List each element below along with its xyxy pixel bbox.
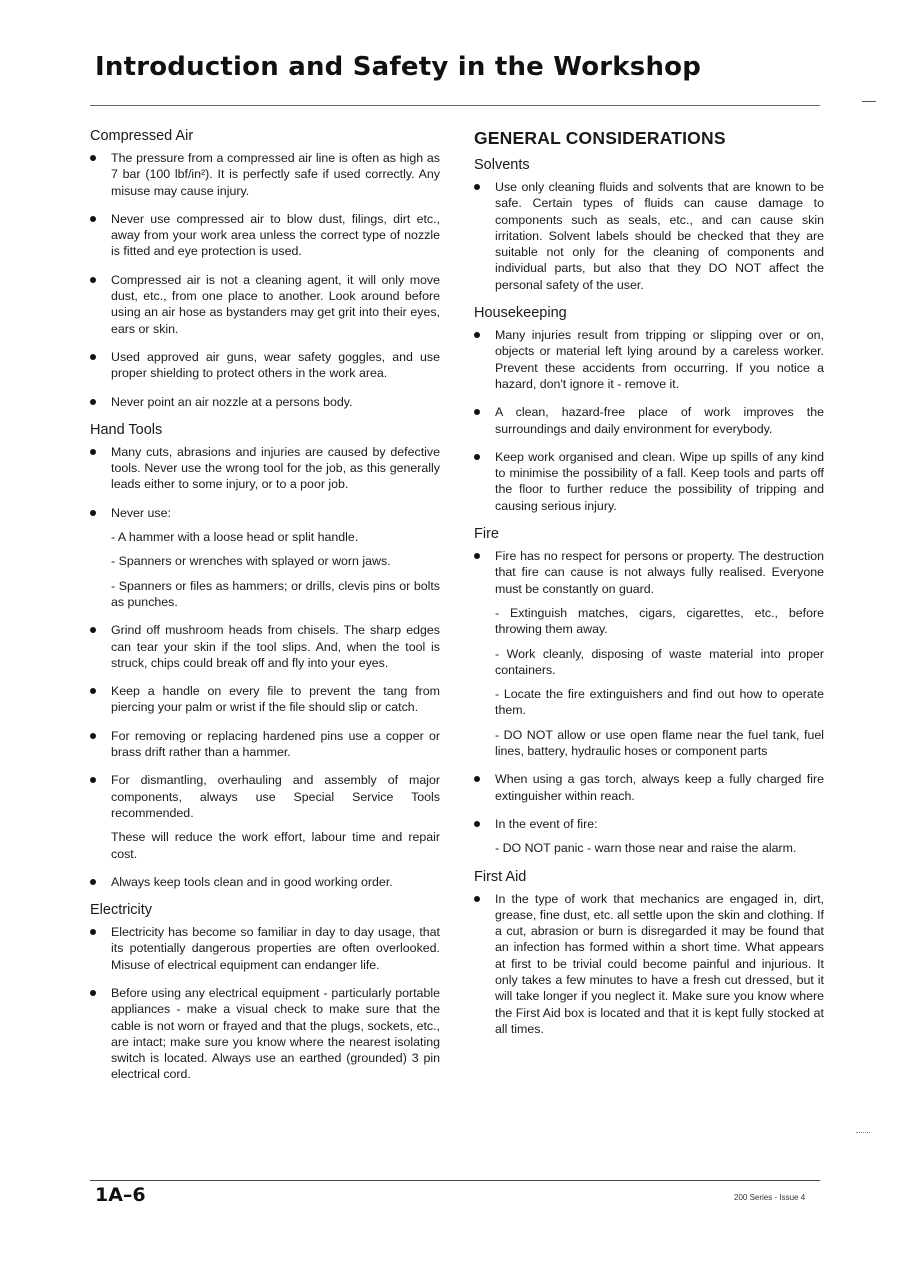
list-item bbox=[474, 548, 824, 759]
list-item bbox=[90, 444, 440, 493]
list-item-text: Keep a handle on every file to prevent the tang from piercing your palm or wrist if the file should slip or catch. bbox=[111, 684, 440, 715]
section-heading: Compressed Air bbox=[90, 128, 194, 144]
list-item bbox=[474, 179, 824, 293]
bullet-icon bbox=[474, 776, 480, 782]
sub-item: - Extinguish matches, cigars, cigarettes, etc., before throwing them away. bbox=[495, 605, 824, 637]
bullet-icon bbox=[90, 510, 96, 516]
list-item-text: In the event of fire: bbox=[495, 816, 598, 831]
list-item bbox=[474, 816, 824, 857]
list-item bbox=[474, 891, 824, 1038]
bullet-list bbox=[90, 444, 440, 890]
bullet-icon bbox=[90, 627, 96, 633]
list-item-text: In the type of work that mechanics are engaged in, dirt, grease, fine dust, etc. all settle upon the skin and clothing. If a cut, abrasion or burn is disregarded it may be found that an infection has formed within a short time. What appears at first to be trivial could become painful and injurious. It only takes a few minutes to have a fresh cut dressed, but it will take longer if you neglect it. Make sure you know where the First Aid box is located and that it is kept fully stocked at all times. bbox=[495, 891, 824, 1036]
list-item-text: Grind off mushroom heads from chisels. The sharp edges can tear your skin if the tool slips. And, when the tool is struck, chips could break off and fly into your eyes. bbox=[111, 623, 440, 670]
bullet-icon bbox=[474, 821, 480, 827]
bullet-icon bbox=[474, 409, 480, 415]
list-item bbox=[90, 683, 440, 716]
bullet-icon bbox=[474, 896, 480, 902]
list-item bbox=[90, 772, 440, 861]
list-item-text: Use only cleaning fluids and solvents that are known to be safe. Certain types of fluids can cause damage to components such as seals, etc., and can cause skin irritation. Solvent labels should be checked that they are suitable not only for the cleaning of components and individual parts, but also that they DO NOT affect the personal safety of the user. bbox=[495, 180, 824, 292]
list-item bbox=[90, 505, 440, 610]
sub-list bbox=[495, 605, 824, 759]
bullet-icon bbox=[90, 449, 96, 455]
section-heading: First Aid bbox=[474, 868, 527, 885]
sub-list bbox=[495, 840, 824, 856]
section-heading: Hand Tools bbox=[90, 421, 163, 438]
list-item bbox=[90, 394, 440, 410]
list-item-text: Never use: bbox=[111, 505, 171, 520]
list-item bbox=[90, 874, 440, 890]
list-item bbox=[90, 728, 440, 761]
bullet-icon bbox=[90, 399, 96, 405]
list-item bbox=[474, 771, 824, 804]
page-title: Introduction and Safety in the Workshop bbox=[95, 52, 702, 82]
list-item-text: For removing or replacing hardened pins use a copper or brass drift rather than a hammer. bbox=[111, 728, 440, 760]
list-item-text: Keep work organised and clean. Wipe up spills of any kind to minimise the possibility of a fall. Keep tools and parts off the floor to further reduce the possibility of tripping and causing serious injury. bbox=[495, 449, 824, 513]
list-item bbox=[90, 349, 440, 382]
left-column bbox=[90, 128, 440, 1095]
list-item-text: Never point an air nozzle at a persons body. bbox=[111, 394, 353, 409]
header-rule bbox=[90, 105, 820, 106]
list-item-text: Many cuts, abrasions and injuries are caused by defective tools. Never use the wrong tool for the job, as this generally leads either to some injury, or to a poor job. bbox=[111, 444, 440, 492]
right-column bbox=[474, 128, 824, 1049]
bullet-icon bbox=[90, 879, 96, 885]
section-first-aid bbox=[474, 869, 824, 1038]
sub-item: - A hammer with a loose head or split handle. bbox=[111, 530, 359, 545]
bullet-icon bbox=[90, 777, 96, 783]
page-number: 1A–6 bbox=[95, 1184, 146, 1206]
sub-item: - Work cleanly, disposing of waste material into proper containers. bbox=[495, 646, 824, 677]
section-compressed-air bbox=[90, 128, 440, 410]
series-label: 200 Series - Issue 4 bbox=[734, 1193, 806, 1202]
section-heading: Solvents bbox=[474, 157, 530, 173]
sub-item: - Spanners or wrenches with splayed or worn jaws. bbox=[111, 554, 391, 569]
list-item bbox=[90, 924, 440, 973]
list-item-text: Electricity has become so familiar in day to day usage, that its potentially dangerous properties are often overlooked. Misuse of electrical equipment can endanger life. bbox=[111, 925, 440, 972]
bullet-list bbox=[90, 924, 440, 1083]
bullet-list bbox=[90, 150, 440, 410]
bullet-list bbox=[474, 327, 824, 514]
bullet-icon bbox=[90, 688, 96, 694]
list-item bbox=[474, 327, 824, 392]
sub-list bbox=[111, 529, 440, 610]
list-item bbox=[90, 622, 440, 671]
bullet-icon bbox=[90, 990, 96, 996]
list-item-text: Before using any electrical equipment - particularly portable appliances - make a visual check to make sure that the cable is not worn or frayed and that the plugs, sockets, etc., are intact; make sure you know where the nearest isolating switch is located. Always use an earthed (grounded) 3 pin electrical cord. bbox=[111, 985, 440, 1082]
footer-rule bbox=[90, 1180, 820, 1181]
bullet-icon bbox=[90, 277, 96, 283]
section-solvents bbox=[474, 157, 824, 293]
list-item-text: Always keep tools clean and in good working order. bbox=[111, 874, 393, 889]
bullet-list bbox=[474, 179, 824, 293]
bullet-icon bbox=[90, 733, 96, 739]
list-item-text: The pressure from a compressed air line is often as high as 7 bar (100 lbf/in²). It is perfectly safe if used correctly. Any misuse may cause injury. bbox=[111, 151, 440, 198]
section-heading: Fire bbox=[474, 526, 499, 543]
sub-item: - DO NOT allow or use open flame near the fuel tank, fuel lines, battery, hydraulic hoses or component parts bbox=[495, 727, 824, 759]
bullet-icon bbox=[474, 454, 480, 460]
section-electricity bbox=[90, 902, 440, 1083]
list-item-text: Many injuries result from tripping or slipping over or on, objects or material left lying around by a careless worker. Prevent these accidents from occurring. If you notice a hazard, don't ignore it - remove it. bbox=[495, 328, 824, 391]
scan-speck bbox=[856, 1132, 870, 1133]
sub-item: - Locate the fire extinguishers and find out how to operate them. bbox=[495, 687, 824, 718]
section-hand-tools bbox=[90, 422, 440, 890]
sub-item: - DO NOT panic - warn those near and raise the alarm. bbox=[495, 841, 797, 856]
bullet-icon bbox=[90, 929, 96, 935]
list-item bbox=[90, 150, 440, 199]
list-item-text: Used approved air guns, wear safety goggles, and use proper shielding to protect others in the work area. bbox=[111, 349, 440, 381]
bullet-icon bbox=[474, 332, 480, 338]
bullet-icon bbox=[474, 184, 480, 190]
list-item bbox=[90, 211, 440, 260]
list-item-text: When using a gas torch, always keep a fully charged fire extinguisher within reach. bbox=[495, 772, 824, 803]
bullet-list bbox=[474, 891, 824, 1038]
list-item bbox=[474, 404, 824, 437]
section-fire bbox=[474, 526, 824, 856]
note-text: These will reduce the work effort, labour time and repair cost. bbox=[111, 830, 440, 861]
section-heading: Housekeeping bbox=[474, 305, 567, 322]
list-item bbox=[90, 985, 440, 1083]
section-housekeeping bbox=[474, 305, 824, 514]
list-item bbox=[90, 272, 440, 337]
general-considerations-heading: GENERAL CONSIDERATIONS bbox=[474, 128, 726, 148]
corner-mark bbox=[862, 101, 876, 102]
sub-item: - Spanners or files as hammers; or drills, clevis pins or bolts as punches. bbox=[111, 578, 440, 609]
bullet-list bbox=[474, 548, 824, 856]
bullet-icon bbox=[90, 155, 96, 161]
section-heading: Electricity bbox=[90, 902, 153, 919]
bullet-icon bbox=[474, 553, 480, 559]
bullet-icon bbox=[90, 216, 96, 222]
list-item-text: A clean, hazard-free place of work improves the surroundings and daily environment for everybody. bbox=[495, 405, 824, 436]
bullet-icon bbox=[90, 354, 96, 360]
list-item-text: Compressed air is not a cleaning agent, it will only move dust, etc., from one place to another. Look around before using an air hose as bystanders may get grit into their eyes, ears or skin. bbox=[111, 272, 440, 336]
list-item-text: For dismantling, overhauling and assembly of major components, always use Special Service Tools recommended. bbox=[111, 773, 440, 820]
list-item-text: Never use compressed air to blow dust, filings, dirt etc., away from your work area unless the correct type of nozzle is fitted and eye protection is used. bbox=[111, 211, 440, 259]
list-item-text: Fire has no respect for persons or property. The destruction that fire can cause is not always fully realised. Everyone must be constantly on guard. bbox=[495, 549, 824, 596]
list-item bbox=[474, 449, 824, 514]
